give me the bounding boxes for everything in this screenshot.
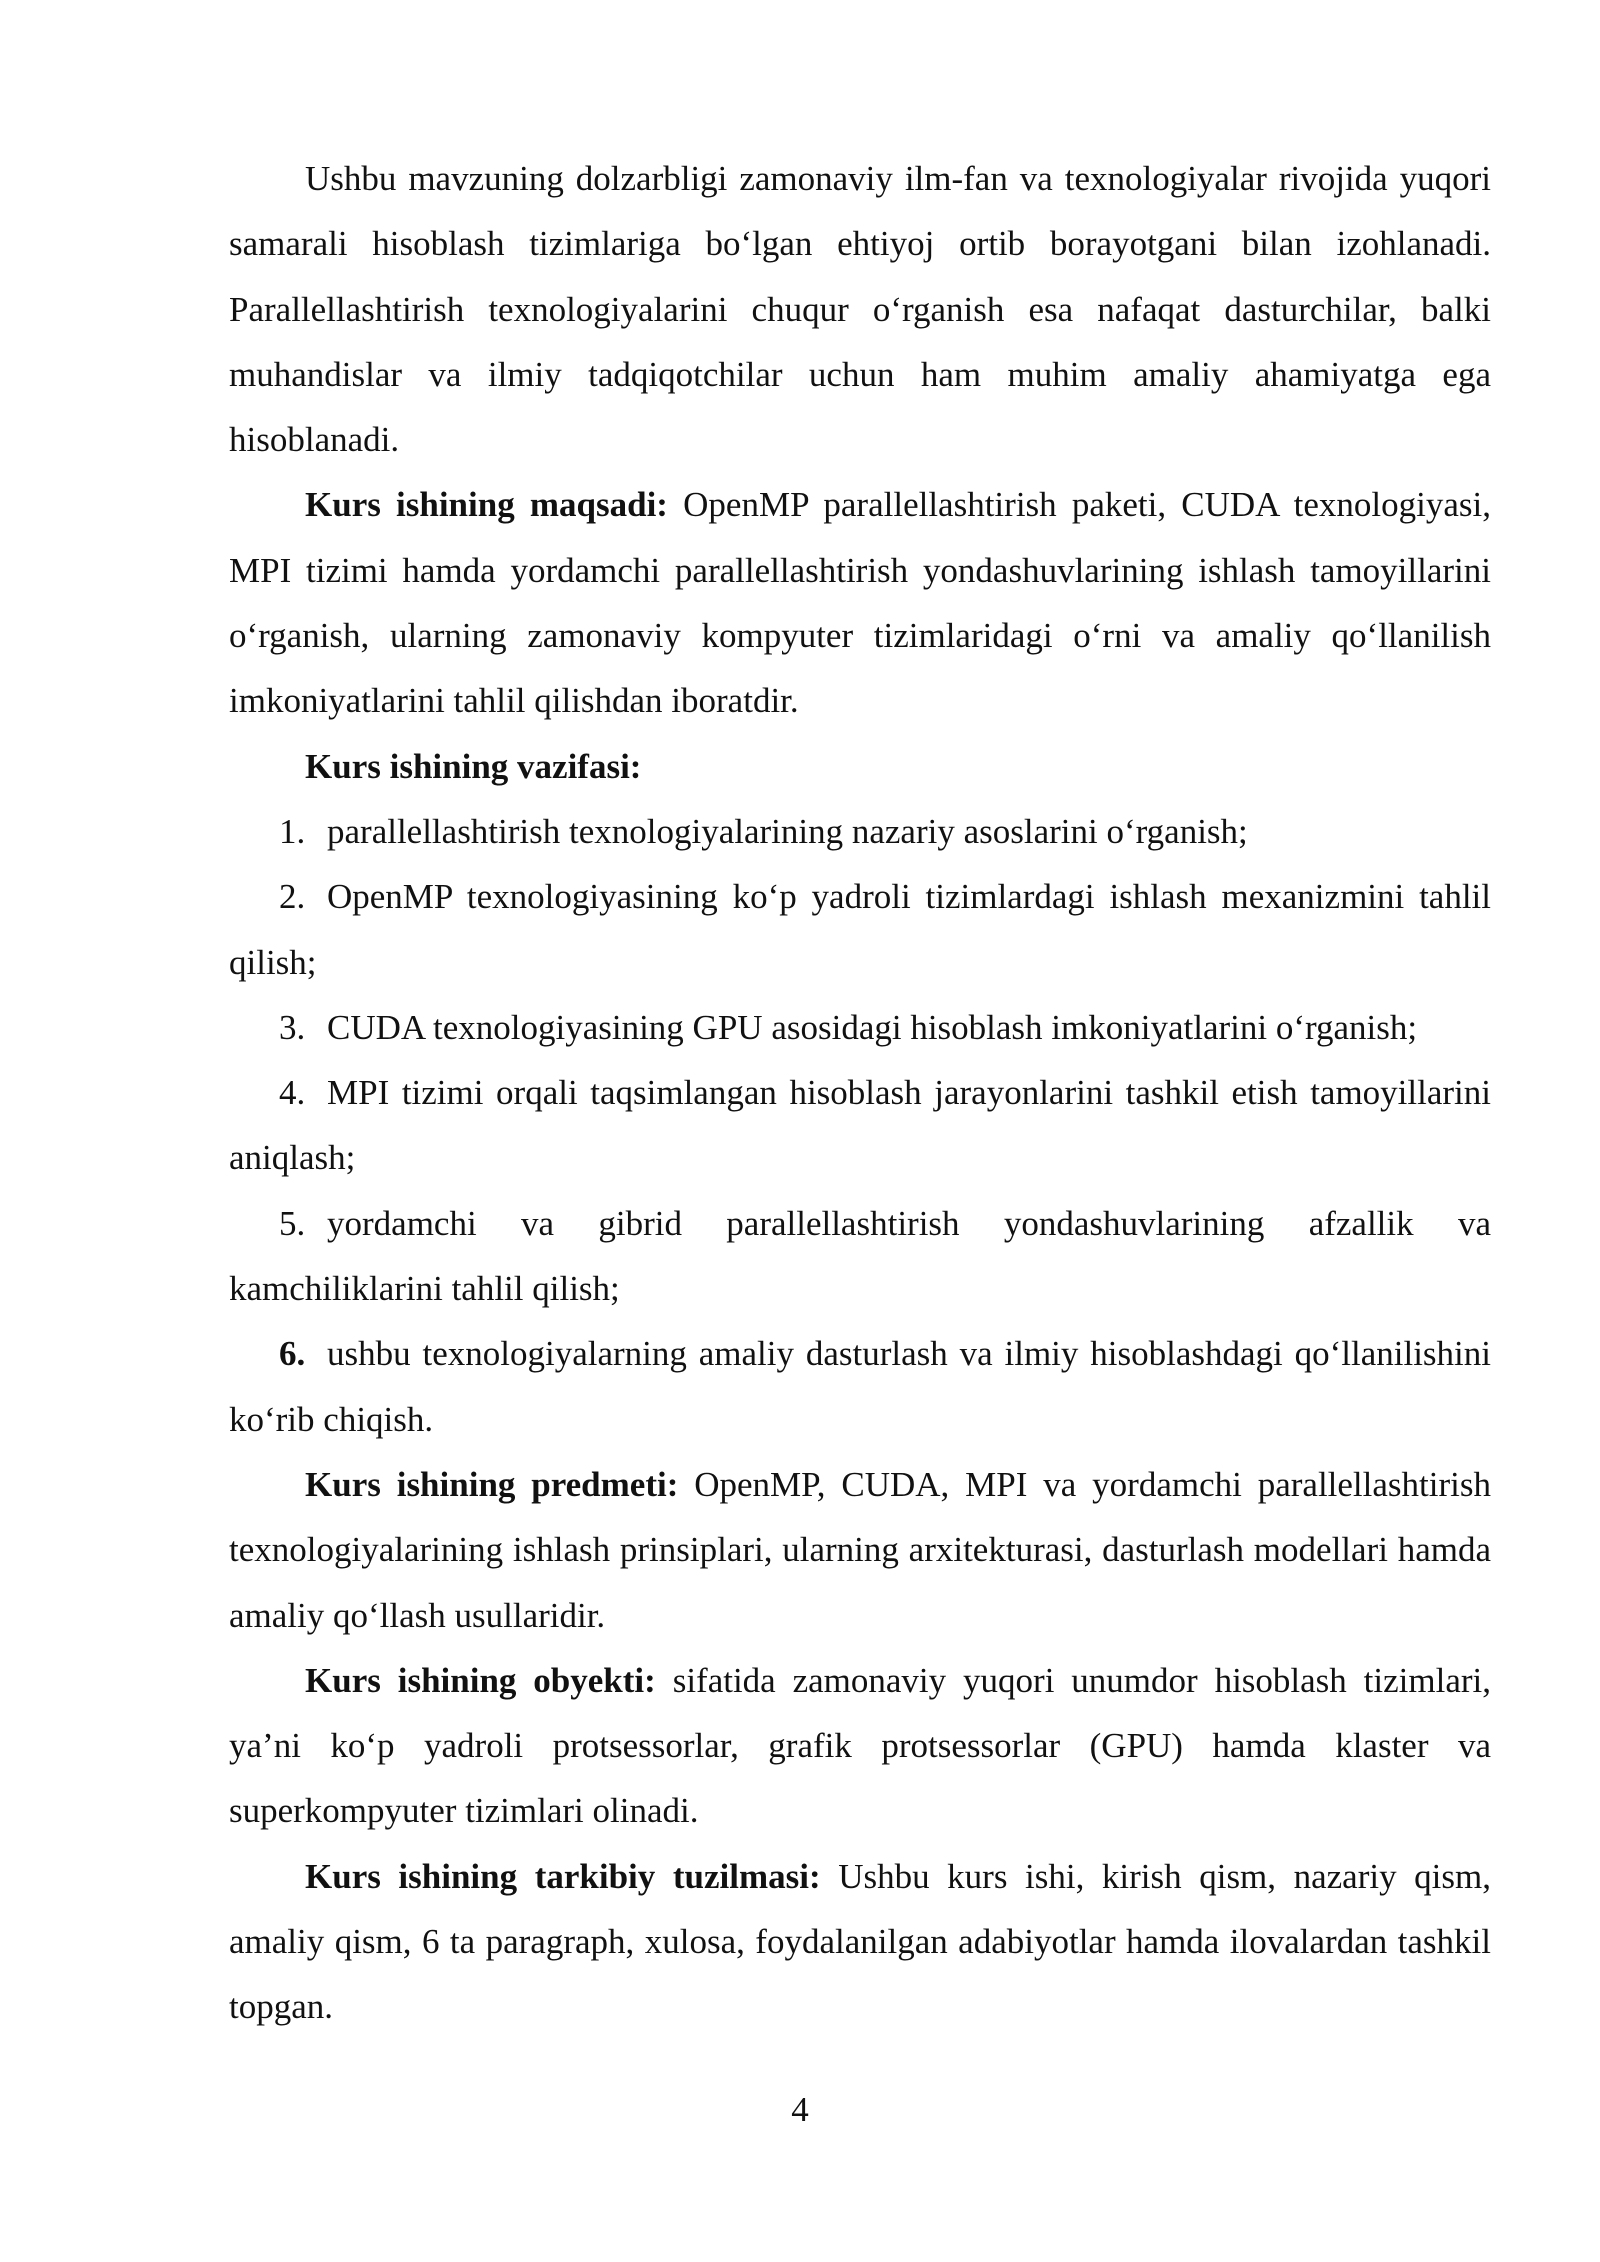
page-number: 4 xyxy=(791,2090,809,2129)
tasks-label: Kurs ishining vazifasi: xyxy=(305,746,642,786)
task-number: 1. xyxy=(279,811,306,851)
structure-text: Ushbu kurs ishi, kirish qism, nazariy qism, amaliy qism, 6 ta paragraph, xulosa, foydalanilgan adabiyotlar hamda ilovalardan tashkil topgan. xyxy=(229,1856,1491,2027)
task-number: 2. xyxy=(279,877,306,917)
task-item-3 xyxy=(229,995,1491,1060)
task-text: parallellashtirish texnologiyalarining nazariy asoslarini oʻrganish; xyxy=(327,811,1248,851)
task-item-5 xyxy=(229,1191,1491,1322)
document-page xyxy=(229,146,1491,2040)
task-number: 4. xyxy=(279,1073,306,1113)
task-item-6 xyxy=(229,1321,1491,1452)
object-paragraph xyxy=(229,1648,1491,1844)
task-text: yordamchi va gibrid parallellashtirish yondashuvlarining afzallik va kamchiliklarini tahlil qilish; xyxy=(229,1203,1491,1309)
task-item-1 xyxy=(229,799,1491,864)
goal-paragraph xyxy=(229,472,1491,733)
subject-paragraph xyxy=(229,1452,1491,1648)
task-text: OpenMP texnologiyasining koʻp yadroli tizimlardagi ishlash mexanizmini tahlil qilish; xyxy=(229,877,1491,982)
subject-label: Kurs ishining predmeti: xyxy=(305,1464,679,1504)
intro-paragraph: Ushbu mavzuning dolzarbligi zamonaviy ilm-fan va texnologiyalar rivojida yuqori samarali hisoblash tizimlariga boʻlgan ehtiyoj ortib borayotgani bilan izohlanadi. Parallellashtirish texnologiyalarini chuqur oʻrganish esa nafaqat dasturchilar, balki muhandislar va ilmiy tadqiqotchilar uchun ham muhim amaliy ahamiyatga ega hisoblanadi. xyxy=(229,159,1491,460)
task-text: CUDA texnologiyasining GPU asosidagi hisoblash imkoniyatlarini oʻrganish; xyxy=(327,1007,1418,1047)
task-text: MPI tizimi orqali taqsimlangan hisoblash jarayonlarini tashkil etish tamoyillarini aniqlash; xyxy=(229,1073,1491,1178)
task-text: ushbu texnologiyalarning amaliy dasturlash va ilmiy hisoblashdagi qoʻllanilishini koʻrib chiqish. xyxy=(229,1334,1491,1439)
task-item-2 xyxy=(229,864,1491,995)
goal-label: Kurs ishining maqsadi: xyxy=(305,485,668,525)
structure-paragraph xyxy=(229,1844,1491,2040)
task-number: 6. xyxy=(279,1334,306,1374)
goal-text: OpenMP parallellashtirish paketi, CUDA texnologiyasi, MPI tizimi hamda yordamchi parallellashtirish yondashuvlarining ishlash tamoyillarini oʻrganish, ularning zamonaviy kompyuter tizimlaridagi oʻrni va amaliy qoʻllanilish imkoniyatlarini tahlil qilishdan iboratdir. xyxy=(229,485,1492,721)
subject-text: OpenMP, CUDA, MPI va yordamchi parallellashtirish texnologiyalarining ishlash prinsiplari, ularning arxitekturasi, dasturlash modellari hamda amaliy qoʻllash usullaridir. xyxy=(229,1464,1491,1635)
object-label: Kurs ishining obyekti: xyxy=(305,1660,656,1700)
tasks-heading xyxy=(229,734,1491,799)
structure-label: Kurs ishining tarkibiy tuzilmasi: xyxy=(305,1856,821,1896)
task-item-4 xyxy=(229,1060,1491,1191)
task-number: 3. xyxy=(279,1007,306,1047)
task-number: 5. xyxy=(279,1203,306,1243)
object-text: sifatida zamonaviy yuqori unumdor hisoblash tizimlari, ya’ni koʻp yadroli protsessorlar, grafik protsessorlar (GPU) hamda klaster va superkompyuter tizimlari olinadi. xyxy=(229,1660,1491,1831)
